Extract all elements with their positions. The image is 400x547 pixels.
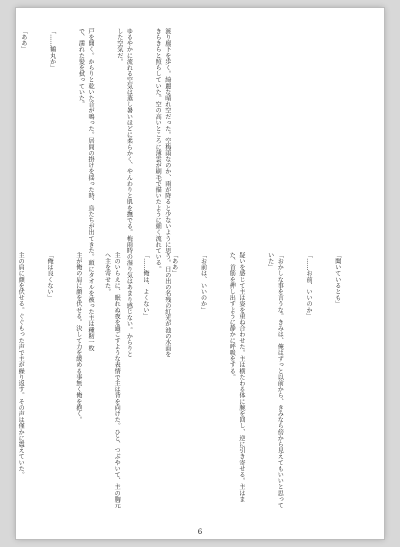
paragraph: 「聞いているとも」 [333,252,341,307]
paragraph: 「おかしな事を言うな。きみは、俺はずっと以前から、きみなら傍から見えてもいいと思っていた」 [266,252,284,509]
paragraph: 「……お前、いいのか」 [305,252,313,320]
paragraph: 「……俺は、よくない」 [141,252,149,320]
paragraph: 「……鶴丸か」 [48,28,56,71]
paragraph: 主の肩に顔を伏せる。ぐぐもった声で主が繰り返す。その声は僅かに震えていた。 [17,252,25,478]
paragraph: 疑いを感じて主は姿を重ね合わせた。主は横たわる体に腕を回し、逆に引き寄せる。主はまた、首筋を押し出すように静かに呼吸をする。 [228,252,245,503]
paragraph: 主のいらえに、眠れぬ夜を過ごすような表情で主は背を向けた。ひと、つぶやいて、主の胸元へ主を寄せた。 [103,252,121,509]
paragraph: 戸を開く。からりと乾いた音が鳴った。居間の掛けを揺った時、鳥たちが出てきた。頭にタオルを被った主は種籾一枚で、濡れた髪を拭っていた。 [77,28,95,352]
document-page [16,8,384,539]
paragraph: 「お前は、いいのか」 [199,252,207,313]
right-text-column [17,252,361,510]
paragraph: 渡り廊下を歩く。綺麗な晴れ空だった。空梅雨なのか、雨が降ると少ないように思う。日の出の名残の紅光が池の水面をきらきらと照らしていた。空の高いところに薄雲が刷毛で描いたように細く流れている。 [154,28,171,358]
page-number: 6 [197,528,203,536]
paragraph: 主が俺の肩に顔を伏せる。決して力を緩める事無く俺を抱く。 [74,252,82,423]
paragraph: ゆるやかに流れる空気は蒸し暑いほどに柔らかく、やんわりと肌を撫でる。梅雨時の湿り気はあまり感じない。からりとした空気だ。 [115,28,133,358]
paragraph: 「ああ」 [170,252,178,277]
paragraph: 「俺は良くない」 [46,252,53,301]
paragraph: 「ああ」 [19,28,27,53]
